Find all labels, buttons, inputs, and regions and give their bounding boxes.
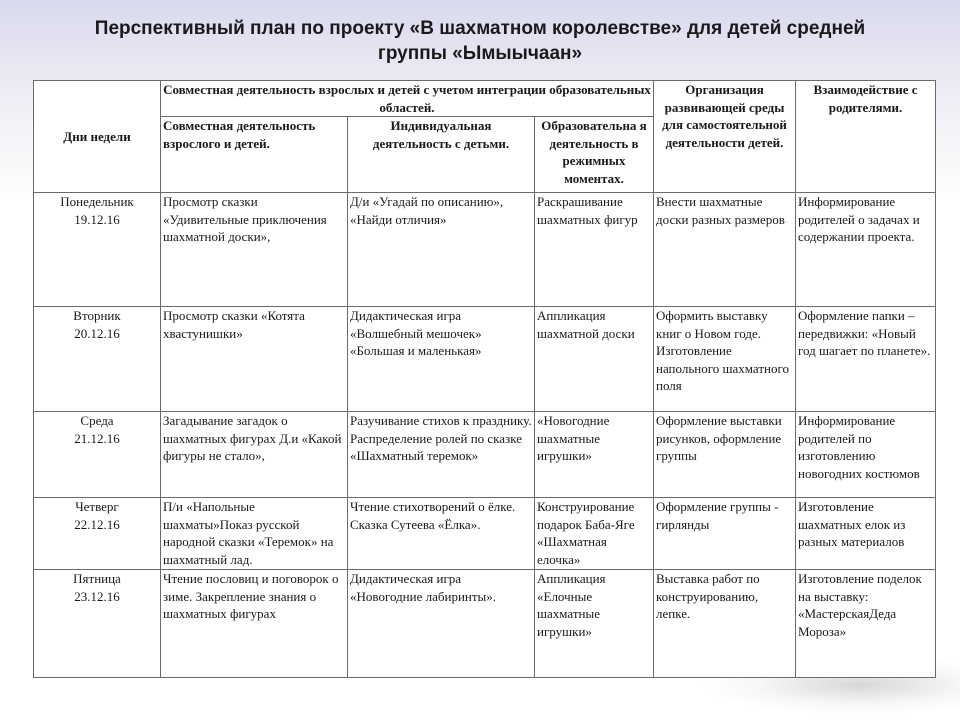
environment-cell: Внести шахматные доски разных размеров bbox=[654, 193, 796, 307]
environment-cell: Выставка работ по конструированию, лепке. bbox=[654, 570, 796, 678]
day-cell bbox=[34, 307, 161, 412]
routine-cell: «Новогодние шахматные игрушки» bbox=[535, 412, 654, 498]
individual-cell: Чтение стихотворений о ёлке. Сказка Сутеева «Ёлка». bbox=[348, 498, 535, 570]
header-environment: Организация развивающей среды для самостоятельной деятельности детей. bbox=[654, 81, 796, 193]
table-row bbox=[34, 307, 936, 412]
title-line-2: группы «Ымыычаан» bbox=[377, 43, 583, 64]
parents-cell: Изготовление шахматных елок из разных материалов bbox=[796, 498, 936, 570]
header-individual: Индивидуальная деятельность с детьми. bbox=[348, 117, 535, 193]
day-cell bbox=[34, 193, 161, 307]
joint-cell: Чтение пословиц и поговорок о зиме. Закрепление знания о шахматных фигурах bbox=[161, 570, 348, 678]
individual-cell: Разучивание стихов к празднику. Распределение ролей по сказке «Шахматный теремок» bbox=[348, 412, 535, 498]
environment-cell: Оформление группы - гирлянды bbox=[654, 498, 796, 570]
parents-cell: Оформление папки – передвижки: «Новый год шагает по планете». bbox=[796, 307, 936, 412]
individual-cell: Дидактическая игра «Новогодние лабиринты». bbox=[348, 570, 535, 678]
table-row bbox=[34, 570, 936, 678]
joint-cell: П/и «Напольные шахматы»Показ русской народной сказки «Теремок» на шахматный лад. bbox=[161, 498, 348, 570]
environment-cell: Оформить выставку книг о Новом годе. Изготовление напольного шахматного поля bbox=[654, 307, 796, 412]
day-date: 19.12.16 bbox=[74, 211, 120, 227]
parents-cell: Информирование родителей о задачах и содержании проекта. bbox=[796, 193, 936, 307]
individual-cell: Дидактическая игра «Волшебный мешочек» «Большая и маленькая» bbox=[348, 307, 535, 412]
day-cell bbox=[34, 412, 161, 498]
day-date: 22.12.16 bbox=[74, 516, 120, 532]
title-line-1: Перспективный план по проекту «В шахматном королевстве» для детей средней bbox=[94, 18, 866, 39]
day-date: 20.12.16 bbox=[74, 325, 120, 341]
day-name: Четверг bbox=[75, 499, 119, 514]
individual-cell: Д/и «Угадай по описанию», «Найди отличия» bbox=[348, 193, 535, 307]
header-joint: Совместная деятельность взрослого и детей. bbox=[161, 117, 348, 193]
header-days: Дни недели bbox=[34, 81, 161, 193]
environment-cell: Оформление выставки рисунков, оформление группы bbox=[654, 412, 796, 498]
parents-cell: Информирование родителей по изготовлению новогодних костюмов bbox=[796, 412, 936, 498]
day-date: 23.12.16 bbox=[74, 588, 120, 604]
day-date: 21.12.16 bbox=[74, 430, 120, 446]
routine-cell: Аппликация шахматной доски bbox=[535, 307, 654, 412]
header-routine: Образовательна я деятельность в режимных моментах. bbox=[535, 117, 654, 193]
day-cell bbox=[34, 498, 161, 570]
routine-cell: Конструирование подарок Баба-Яге «Шахматная елочка» bbox=[535, 498, 654, 570]
day-name: Среда bbox=[80, 413, 114, 428]
joint-cell: Загадывание загадок о шахматных фигурах Д.и «Какой фигуры не стало», bbox=[161, 412, 348, 498]
day-name: Понедельник bbox=[60, 194, 134, 209]
day-name: Пятница bbox=[73, 571, 121, 586]
day-cell bbox=[34, 570, 161, 678]
joint-cell: Просмотр сказки «Удивительные приключения шахматной доски», bbox=[161, 193, 348, 307]
table-row bbox=[34, 193, 936, 307]
header-row bbox=[34, 81, 936, 117]
plan-table bbox=[33, 80, 936, 678]
joint-cell: Просмотр сказки «Котята хвастунишки» bbox=[161, 307, 348, 412]
table-row bbox=[34, 498, 936, 570]
routine-cell: Аппликация «Елочные шахматные игрушки» bbox=[535, 570, 654, 678]
page-title bbox=[0, 16, 960, 66]
header-joint-group: Совместная деятельность взрослых и детей с учетом интеграции образовательных областей. bbox=[161, 81, 654, 117]
header-parents: Взаимодействие с родителями. bbox=[796, 81, 936, 193]
day-name: Вторник bbox=[73, 308, 121, 323]
table-row bbox=[34, 412, 936, 498]
parents-cell: Изготовление поделок на выставку: «МастерскаяДеда Мороза» bbox=[796, 570, 936, 678]
routine-cell: Раскрашивание шахматных фигур bbox=[535, 193, 654, 307]
